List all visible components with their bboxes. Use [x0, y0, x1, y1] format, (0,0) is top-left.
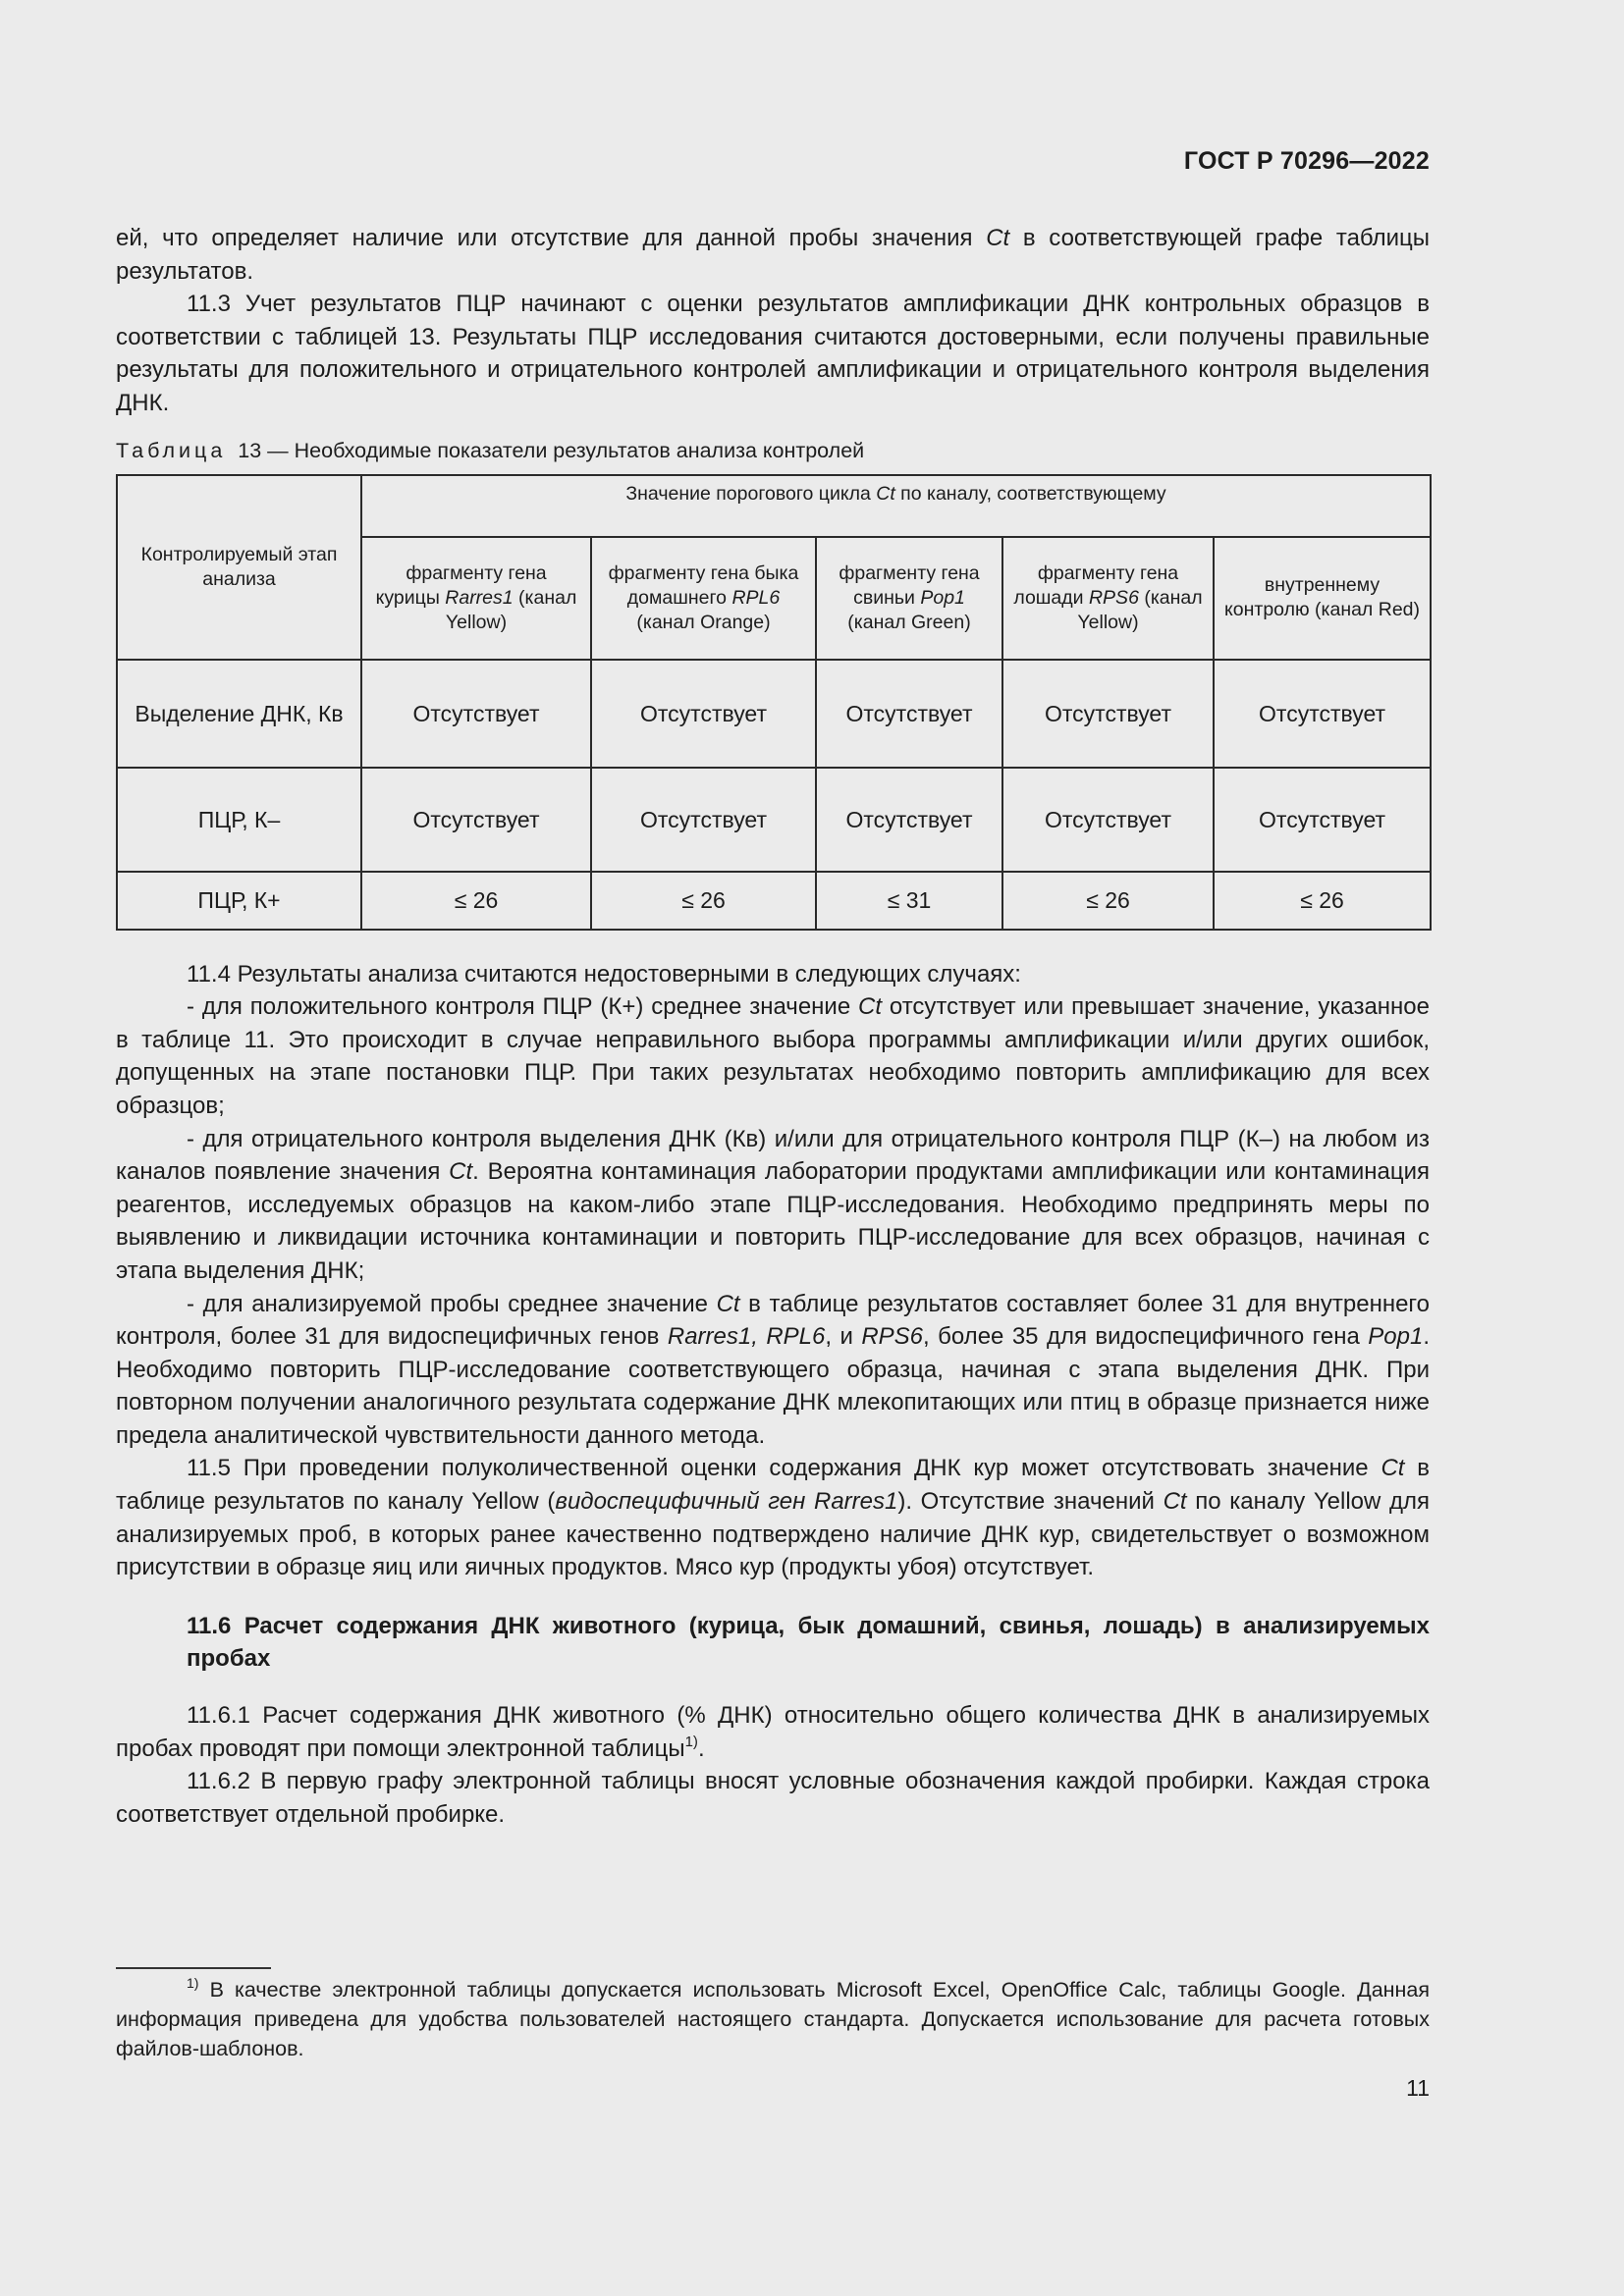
table-cell: Отсутствует — [361, 660, 591, 768]
list-item: - для анализируемой пробы среднее значение Ct в таблице результатов составляет более 31 для внутреннего контроля, более 31 для видоспецифичных генов Rarres1, RPL6, и RPS6, более 35 для видоспецифичного гена Pop1. Необходимо повторить ПЦР-исследование соответствующего образца, начиная с этапа выделения ДНК. При повторном получении аналогичного результата содержание ДНК млекопитающих или птиц в образце признается ниже предела аналитической чувствительности данного метода. — [116, 1290, 1431, 1449]
column-header-horse: фрагменту гена лошади RPS6 (канал Yellow) — [1002, 537, 1214, 660]
stage-header: Контролируемый этап анализа — [117, 475, 361, 660]
table-cell: Отсутствует — [591, 660, 816, 768]
table-row — [117, 660, 1431, 768]
controls-table — [116, 474, 1432, 931]
table-cell: Отсутствует — [1002, 660, 1214, 768]
table-cell: ≤ 31 — [816, 872, 1002, 930]
column-header-chicken: фрагменту гена курицы Rarres1 (канал Yellow) — [361, 537, 591, 660]
table-cell: ≤ 26 — [591, 872, 816, 930]
table-row — [117, 872, 1431, 930]
table-cell: Отсутствует — [1214, 768, 1431, 872]
table-cell: ≤ 26 — [1002, 872, 1214, 930]
section-heading-11-6: 11.6 Расчет содержания ДНК животного (курица, бык домашний, свинья, лошадь) в анализируемых пробах — [187, 1612, 1430, 1673]
paragraph-11-6-2: 11.6.2 В первую графу электронной таблицы вносят условные обозначения каждой пробирки. Каждая строка соответствует отдельной пробирке. — [116, 1768, 1430, 1828]
paragraph-11-5: 11.5 При проведении полуколичественной оценки содержания ДНК кур может отсутствовать значение Ct в таблице результатов по каналу Yellow (видоспецифичный ген Rarres1). Отсутствие значений Ct по каналу Yellow для анализируемых проб, в которых ранее качественно подтверждено наличие ДНК кур, свидетельствует о возможном присутствии в образце яиц или яичных продуктов. Мясо кур (продукты убоя) отсутствует. — [116, 1455, 1431, 1581]
column-header-internal-control: внутреннему контролю (канал Red) — [1214, 537, 1431, 660]
table-cell: Отсутствует — [361, 768, 591, 872]
list-item: - для положительного контроля ПЦР (К+) среднее значение Ct отсутствует или превышает значение, указанное в таблице 11. Это происходит в случае неправильного выбора программы амплификации и/или других ошибок, допущенных на этапе постановки ПЦР. При таких результатах необходимо повторить амплификацию для всех образцов; — [116, 993, 1430, 1119]
table-cell: Отсутствует — [591, 768, 816, 872]
page-number: 11 — [1406, 2075, 1430, 2101]
column-header-cattle: фрагменту гена быка домашнего RPL6 (канал Orange) — [591, 537, 816, 660]
list-item: - для отрицательного контроля выделения ДНК (Кв) и/или для отрицательного контроля ПЦР (К–) на любом из каналов появление значения Ct. Вероятна контаминация лаборатории продуктами амплификации или контаминация реагентов, исследуемых образцов на каком-либо этапе ПЦР-исследования. Необходимо предпринять меры по выявлению и ликвидации источника контаминации и повторить ПЦР-исследование для всех образцов, начиная с этапа выделения ДНК; — [116, 1125, 1430, 1284]
table-cell: ≤ 26 — [361, 872, 591, 930]
footnote-separator — [116, 1967, 271, 1969]
table-cell: Отсутствует — [1002, 768, 1214, 872]
table-cell: Отсутствует — [1214, 660, 1431, 768]
paragraph-11-4: 11.4 Результаты анализа считаются недостоверными в следующих случаях: — [187, 960, 1021, 988]
column-header-pig: фрагменту гена свиньи Pop1 (канал Green) — [816, 537, 1002, 660]
row-stage-label: ПЦР, К– — [117, 768, 361, 872]
document-id: ГОСТ Р 70296—2022 — [1183, 147, 1430, 175]
table-caption: Таблица 13 — Необходимые показатели результатов анализа контролей — [116, 438, 865, 462]
table-cell: Отсутствует — [816, 768, 1002, 872]
paragraph-11-3: 11.3 Учет результатов ПЦР начинают с оценки результатов амплификации ДНК контрольных образцов в соответствии с таблицей 13. Результаты ПЦР исследования считаются достоверными, если получены правильные результаты для положительного и отрицательного контролей амплификации и отрицательного контроля выделения ДНК. — [116, 291, 1430, 416]
footnote-reference: 1) — [684, 1733, 698, 1750]
table-cell: ≤ 26 — [1214, 872, 1431, 930]
paragraph-11-6-1: 11.6.1 Расчет содержания ДНК животного (% ДНК) относительно общего количества ДНК в анализируемых пробах проводят при помощи электронной таблицы$^{1)}$. — [116, 1702, 1430, 1762]
table-cell: Отсутствует — [816, 660, 1002, 768]
row-stage-label: Выделение ДНК, Кв — [117, 660, 361, 768]
paragraph-continuation: ей, что определяет наличие или отсутствие для данной пробы значения Ct в соответствующей графе таблицы результатов. — [116, 225, 1430, 285]
page-body — [116, 222, 1430, 1831]
group-header: Значение порогового цикла Ct по каналу, соответствующему — [361, 475, 1431, 537]
table-row — [117, 768, 1431, 872]
footnote: $^{1)}$ В качестве электронной таблицы допускается использовать Microsoft Excel, OpenOffice Calc, таблицы Google. Данная информация приведена для удобства пользователей настоящего стандарта. Допускается использование для расчета готовых файлов-шаблонов. — [116, 1975, 1430, 2060]
row-stage-label: ПЦР, К+ — [117, 872, 361, 930]
